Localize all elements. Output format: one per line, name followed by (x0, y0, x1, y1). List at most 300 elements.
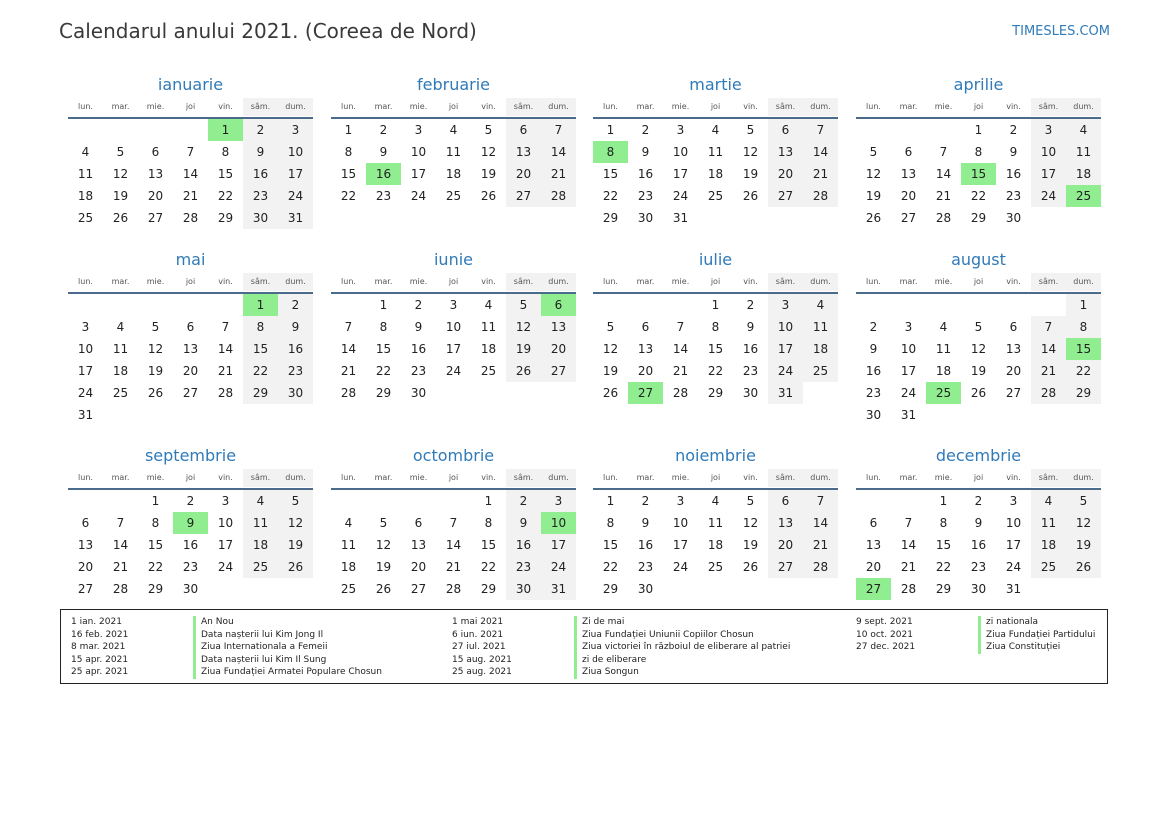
weekday-label: mar. (374, 277, 393, 286)
day-cell: 6 (151, 145, 160, 159)
day-cell: 9 (641, 516, 650, 530)
day-cell: 25 (1031, 556, 1066, 578)
day-cell: 13 (77, 538, 94, 552)
holiday-date: 25 apr. 2021 (71, 667, 129, 677)
day-cell: 23 (865, 386, 882, 400)
weekday-label: joi (973, 102, 984, 111)
day-cell: 21 (900, 560, 917, 574)
day-cell: 12 (865, 167, 882, 181)
day-cell: 3 (904, 320, 913, 334)
day-cell: 31 (278, 207, 313, 229)
day-cell: 27 (768, 556, 803, 578)
day-cell: 12 (506, 316, 541, 338)
day-cell: 6 (768, 119, 803, 141)
empty-cell (278, 404, 313, 426)
empty-cell (138, 404, 173, 426)
day-cell: 18 (935, 364, 952, 378)
holiday-date: 8 mar. 2021 (71, 642, 126, 652)
day-cell: 4 (1031, 490, 1066, 512)
day-cell: 4 (939, 320, 948, 334)
day-cell: 18 (243, 534, 278, 556)
day-cell: 19 (506, 338, 541, 360)
weekday-label: dum. (278, 273, 313, 291)
weekday-label: mie. (934, 473, 953, 482)
day-cell: 21 (217, 364, 234, 378)
day-cell: 1 (151, 494, 160, 508)
day-cell: 9 (641, 145, 650, 159)
day-cell: 8 (593, 141, 628, 163)
day-cell: 3 (676, 123, 685, 137)
day-cell: 14 (900, 538, 917, 552)
empty-cell (698, 207, 733, 229)
weekday-label: mar. (111, 473, 130, 482)
day-cell: 9 (1009, 145, 1018, 159)
weekday-label: dum. (803, 469, 838, 487)
holiday-name: Ziua Constituției (978, 641, 1060, 654)
day-cell: 15 (961, 163, 996, 185)
empty-cell (436, 382, 471, 404)
day-cell: 28 (1031, 382, 1066, 404)
day-cell: 10 (900, 342, 917, 356)
day-cell: 26 (480, 189, 497, 203)
day-cell: 7 (803, 490, 838, 512)
day-cell: 25 (707, 560, 724, 574)
day-grid (593, 294, 838, 404)
day-cell: 27 (900, 211, 917, 225)
weekday-header (331, 273, 576, 291)
day-grid (593, 490, 838, 600)
empty-cell (541, 382, 576, 404)
weekday-label: mie. (146, 277, 165, 286)
day-cell: 4 (243, 490, 278, 512)
day-cell: 5 (746, 494, 755, 508)
day-cell: 7 (904, 516, 913, 530)
day-cell: 6 (768, 490, 803, 512)
month-iulie (593, 249, 838, 404)
month-noiembrie (593, 445, 838, 600)
empty-cell (68, 119, 103, 141)
empty-cell (1031, 404, 1066, 426)
day-grid (68, 294, 313, 426)
day-cell: 19 (375, 560, 392, 574)
weekday-label: mie. (409, 102, 428, 111)
month-mai (68, 249, 313, 426)
day-cell: 31 (900, 408, 917, 422)
empty-cell (961, 294, 996, 316)
day-cell: 9 (746, 320, 755, 334)
legend-column (71, 616, 382, 679)
day-cell: 6 (541, 294, 576, 316)
day-cell: 2 (186, 494, 195, 508)
day-cell: 19 (1066, 534, 1101, 556)
day-cell: 28 (340, 386, 357, 400)
weekday-label: joi (448, 473, 459, 482)
weekday-label: joi (185, 473, 196, 482)
weekday-label: dum. (803, 273, 838, 291)
day-cell: 26 (375, 582, 392, 596)
day-cell: 5 (151, 320, 160, 334)
day-cell: 31 (77, 408, 94, 422)
empty-cell (803, 382, 838, 404)
weekday-label: sâm. (506, 98, 541, 116)
empty-cell (891, 490, 926, 512)
day-cell: 4 (116, 320, 125, 334)
day-cell: 15 (340, 167, 357, 181)
day-cell: 11 (1066, 141, 1101, 163)
weekday-header (68, 273, 313, 291)
day-cell: 2 (641, 123, 650, 137)
day-cell: 14 (1031, 338, 1066, 360)
day-cell: 1 (711, 298, 720, 312)
day-cell: 26 (865, 211, 882, 225)
day-cell: 6 (641, 320, 650, 334)
day-cell: 7 (221, 320, 230, 334)
day-cell: 28 (217, 386, 234, 400)
day-cell: 17 (278, 163, 313, 185)
day-cell: 20 (182, 364, 199, 378)
day-cell: 25 (707, 189, 724, 203)
day-cell: 27 (410, 582, 427, 596)
day-cell: 6 (81, 516, 90, 530)
weekday-label: joi (185, 277, 196, 286)
day-cell: 16 (1005, 167, 1022, 181)
day-cell: 8 (344, 145, 353, 159)
day-cell: 4 (344, 516, 353, 530)
day-cell: 17 (672, 538, 689, 552)
day-cell: 20 (865, 560, 882, 574)
day-cell: 17 (410, 167, 427, 181)
day-cell: 17 (1031, 163, 1066, 185)
weekday-label: vin. (481, 473, 496, 482)
day-cell: 16 (182, 538, 199, 552)
day-cell: 10 (445, 320, 462, 334)
empty-cell (891, 119, 926, 141)
day-cell: 25 (112, 386, 129, 400)
day-cell: 10 (768, 316, 803, 338)
day-cell: 30 (865, 408, 882, 422)
holiday-name: zi de eliberare (574, 654, 646, 667)
day-cell: 17 (77, 364, 94, 378)
day-cell: 7 (116, 516, 125, 530)
day-cell: 14 (182, 167, 199, 181)
holiday-name: Data nașterii lui Kim Jong Il (193, 629, 323, 642)
day-cell: 22 (1066, 360, 1101, 382)
empty-cell (733, 207, 768, 229)
weekday-label: joi (448, 277, 459, 286)
empty-cell (138, 294, 173, 316)
day-cell: 13 (182, 342, 199, 356)
month-title: aprilie (953, 75, 1004, 94)
weekday-label: lun. (341, 473, 356, 482)
month-martie (593, 74, 838, 229)
day-cell: 14 (445, 538, 462, 552)
day-cell: 26 (147, 386, 164, 400)
day-cell: 17 (217, 538, 234, 552)
day-cell: 4 (711, 494, 720, 508)
holiday-name: Ziua Songun (574, 666, 639, 679)
weekday-label: lun. (78, 102, 93, 111)
weekday-label: sâm. (1031, 273, 1066, 291)
day-cell: 10 (1031, 141, 1066, 163)
empty-cell (856, 294, 891, 316)
day-cell: 9 (243, 141, 278, 163)
day-cell: 8 (939, 516, 948, 530)
day-cell: 24 (77, 386, 94, 400)
day-cell: 12 (147, 342, 164, 356)
day-cell: 28 (935, 211, 952, 225)
empty-cell (208, 578, 243, 600)
day-cell: 20 (147, 189, 164, 203)
day-cell: 22 (602, 189, 619, 203)
day-cell: 13 (410, 538, 427, 552)
day-cell: 31 (768, 382, 803, 404)
empty-cell (103, 490, 138, 512)
day-cell: 21 (672, 364, 689, 378)
day-cell: 17 (1005, 538, 1022, 552)
weekday-label: joi (448, 102, 459, 111)
day-cell: 1 (1066, 294, 1101, 316)
day-cell: 2 (1009, 123, 1018, 137)
empty-cell (768, 207, 803, 229)
empty-cell (663, 294, 698, 316)
weekday-label: dum. (278, 469, 313, 487)
day-cell: 24 (900, 386, 917, 400)
day-grid (331, 119, 576, 207)
legend-row (452, 616, 790, 629)
day-cell: 9 (506, 512, 541, 534)
empty-cell (68, 294, 103, 316)
day-cell: 16 (410, 342, 427, 356)
empty-cell (173, 404, 208, 426)
empty-cell (926, 294, 961, 316)
empty-cell (103, 294, 138, 316)
empty-cell (926, 404, 961, 426)
day-cell: 22 (970, 189, 987, 203)
site-link[interactable]: TIMESLES.COM (1012, 24, 1110, 39)
weekday-header (68, 469, 313, 487)
day-cell: 27 (768, 185, 803, 207)
day-cell: 11 (445, 145, 462, 159)
day-cell: 21 (340, 364, 357, 378)
day-cell: 7 (186, 145, 195, 159)
day-cell: 20 (1005, 364, 1022, 378)
month-title: octombrie (412, 446, 495, 465)
day-cell: 21 (935, 189, 952, 203)
day-cell: 5 (1066, 490, 1101, 512)
empty-cell (103, 119, 138, 141)
empty-cell (331, 294, 366, 316)
weekday-label: sâm. (243, 469, 278, 487)
weekday-label: mie. (934, 277, 953, 286)
day-cell: 19 (865, 189, 882, 203)
day-cell: 14 (803, 512, 838, 534)
day-cell: 10 (217, 516, 234, 530)
weekday-label: sâm. (768, 273, 803, 291)
holiday-name: An Nou (193, 616, 234, 629)
day-cell: 8 (484, 516, 493, 530)
day-cell: 22 (375, 364, 392, 378)
legend-row (71, 641, 382, 654)
day-cell: 18 (340, 560, 357, 574)
empty-cell (331, 490, 366, 512)
weekday-label: mie. (409, 473, 428, 482)
day-cell: 3 (768, 294, 803, 316)
day-cell: 9 (173, 512, 208, 534)
day-cell: 26 (970, 386, 987, 400)
holiday-legend (60, 609, 1108, 684)
day-cell: 1 (344, 123, 353, 137)
day-cell: 15 (1066, 338, 1101, 360)
day-cell: 27 (856, 578, 891, 600)
weekday-label: lun. (866, 473, 881, 482)
empty-cell (698, 578, 733, 600)
legend-row (452, 629, 790, 642)
day-cell: 8 (606, 516, 615, 530)
weekday-label: mar. (636, 102, 655, 111)
day-cell: 2 (506, 490, 541, 512)
empty-cell (103, 404, 138, 426)
day-cell: 9 (278, 316, 313, 338)
legend-row (452, 641, 790, 654)
day-cell: 4 (1066, 119, 1101, 141)
weekday-label: dum. (1066, 273, 1101, 291)
day-cell: 1 (484, 494, 493, 508)
day-cell: 22 (147, 560, 164, 574)
day-cell: 12 (970, 342, 987, 356)
day-cell: 18 (445, 167, 462, 181)
weekday-label: sâm. (1031, 98, 1066, 116)
day-cell: 14 (217, 342, 234, 356)
day-cell: 29 (602, 211, 619, 225)
weekday-label: mar. (111, 277, 130, 286)
legend-row (856, 616, 1095, 629)
day-cell: 16 (865, 364, 882, 378)
holiday-name: Zi de mai (574, 616, 624, 629)
holiday-date: 1 mai 2021 (452, 617, 504, 627)
day-cell: 11 (935, 342, 952, 356)
day-cell: 23 (970, 560, 987, 574)
weekday-label: mar. (374, 473, 393, 482)
day-cell: 25 (803, 360, 838, 382)
weekday-label: vin. (743, 102, 758, 111)
day-cell: 18 (1066, 163, 1101, 185)
day-cell: 19 (480, 167, 497, 181)
holiday-name: Ziua victoriei în războiul de eliberare al patriei (574, 641, 790, 654)
empty-cell (961, 404, 996, 426)
weekday-label: lun. (866, 102, 881, 111)
holiday-date: 15 aug. 2021 (452, 654, 512, 665)
month-septembrie (68, 445, 313, 600)
day-cell: 4 (711, 123, 720, 137)
legend-row (71, 629, 382, 642)
day-cell: 3 (676, 494, 685, 508)
holiday-date: 1 ian. 2021 (71, 617, 122, 627)
day-cell: 8 (1066, 316, 1101, 338)
weekday-label: sâm. (243, 98, 278, 116)
holiday-date: 6 iun. 2021 (452, 629, 504, 640)
day-cell: 5 (869, 145, 878, 159)
day-cell: 15 (217, 167, 234, 181)
day-cell: 8 (221, 145, 230, 159)
weekday-label: vin. (218, 473, 233, 482)
month-aprilie (856, 74, 1101, 229)
day-cell: 26 (742, 560, 759, 574)
weekday-label: dum. (1066, 469, 1101, 487)
weekday-label: sâm. (768, 469, 803, 487)
day-cell: 11 (77, 167, 94, 181)
day-cell: 17 (900, 364, 917, 378)
day-cell: 27 (147, 211, 164, 225)
holiday-name: zi nationala (978, 616, 1038, 629)
day-cell: 31 (1005, 582, 1022, 596)
day-cell: 10 (672, 516, 689, 530)
day-cell: 18 (803, 338, 838, 360)
day-cell: 3 (414, 123, 423, 137)
day-cell: 30 (637, 211, 654, 225)
day-cell: 5 (746, 123, 755, 137)
day-grid (856, 119, 1101, 229)
day-cell: 31 (541, 578, 576, 600)
day-cell: 8 (379, 320, 388, 334)
month-title: mai (175, 250, 206, 269)
empty-cell (891, 294, 926, 316)
holiday-date: 16 feb. 2021 (71, 629, 129, 640)
day-cell: 24 (672, 189, 689, 203)
day-cell: 5 (278, 490, 313, 512)
empty-cell (173, 294, 208, 316)
day-cell: 14 (340, 342, 357, 356)
day-cell: 5 (484, 123, 493, 137)
day-cell: 3 (1009, 494, 1018, 508)
empty-cell (856, 119, 891, 141)
day-cell: 28 (182, 211, 199, 225)
empty-cell (733, 578, 768, 600)
day-cell: 28 (900, 582, 917, 596)
day-cell: 23 (243, 185, 278, 207)
empty-cell (996, 294, 1031, 316)
empty-cell (593, 294, 628, 316)
weekday-label: mar. (899, 102, 918, 111)
day-cell: 13 (637, 342, 654, 356)
legend-column (856, 616, 1095, 654)
day-cell: 5 (606, 320, 615, 334)
weekday-label: vin. (743, 473, 758, 482)
day-cell: 20 (410, 560, 427, 574)
day-cell: 9 (869, 342, 878, 356)
day-cell: 29 (602, 582, 619, 596)
day-cell: 14 (935, 167, 952, 181)
day-cell: 3 (81, 320, 90, 334)
day-cell: 20 (77, 560, 94, 574)
day-cell: 10 (410, 145, 427, 159)
weekday-label: joi (710, 277, 721, 286)
day-cell: 11 (707, 516, 724, 530)
weekday-label: sâm. (506, 469, 541, 487)
day-cell: 3 (541, 490, 576, 512)
day-cell: 10 (672, 145, 689, 159)
day-cell: 31 (672, 211, 689, 225)
weekday-label: lun. (341, 277, 356, 286)
day-cell: 26 (602, 386, 619, 400)
day-cell: 27 (1005, 386, 1022, 400)
weekday-header (593, 273, 838, 291)
day-cell: 7 (344, 320, 353, 334)
empty-cell (68, 490, 103, 512)
day-cell: 21 (803, 534, 838, 556)
day-cell: 26 (112, 211, 129, 225)
weekday-header (856, 98, 1101, 116)
page-title: Calendarul anului 2021. (Coreea de Nord) (59, 19, 477, 43)
